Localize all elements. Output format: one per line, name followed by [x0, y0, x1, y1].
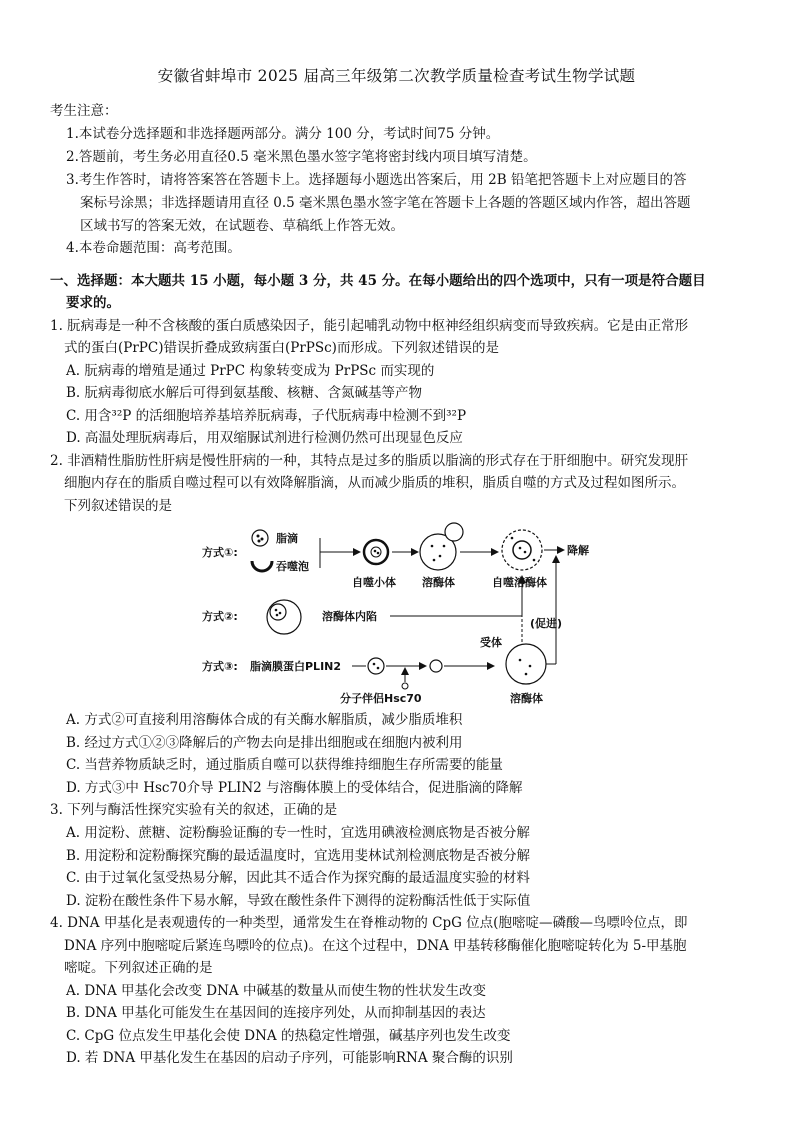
q4-option-c: C. CpG 位点发生甲基化会使 DNA 的热稳定性增强，碱基序列也发生改变	[66, 1028, 511, 1044]
q1-option-c: C. 用含³²P 的活细胞培养基培养朊病毒，子代朊病毒中检测不到³²P	[66, 408, 467, 424]
q4-stem-cont: DNA 序列中胞嘧啶后紧连鸟嘌呤的位点)。在这个过程中，DNA 甲基转移酶催化胞嘧啶转化为 5-甲基胞	[64, 938, 687, 954]
q1-option-d: D. 高温处理朊病毒后，用双缩脲试剂进行检测仍然可出现显色反应	[66, 430, 463, 446]
notice-item-3-cont2: 区域书写的答案无效，在试题卷、草稿纸上作答无效。	[80, 218, 404, 234]
q3-option-c: C. 由于过氧化氢受热易分解，因此其不适合作为探究酶的最适温度实验的材料	[66, 870, 530, 886]
q1-stem: 1. 朊病毒是一种不含核酸的蛋白质感染因子，能引起哺乳动物中枢神经组织病变而导致疾病。它是由正常形	[50, 318, 689, 334]
autophagosome-label: 自噬小体	[352, 576, 396, 589]
q2-option-a: A. 方式②可直接利用溶酶体合成的有关酶水解脂质，减少脂质堆积	[66, 712, 463, 728]
q3-stem: 3. 下列与酶活性探究实验有关的叙述，正确的是	[50, 802, 338, 818]
exam-title: 安徽省蚌埠市 2025 届高三年级第二次教学质量检查考试生物学试题	[157, 67, 636, 85]
phagophore-shape	[252, 561, 272, 571]
plin2-label: 脂滴膜蛋白PLIN2	[250, 660, 342, 673]
q2-stem-cont2: 下列叙述错误的是	[64, 498, 172, 514]
q3-option-a: A. 用淀粉、蔗糖、淀粉酶验证酶的专一性时，宜选用碘液检测底物是否被分解	[66, 825, 530, 841]
q4-stem: 4. DNA 甲基化是表观遗传的一种类型，通常发生在脊椎动物的 CpG 位点(胞嘧啶—磷酸—鸟嘌呤位点，即	[50, 915, 688, 931]
lysosome-shape-3	[506, 644, 546, 684]
lipid-drop-shape	[252, 530, 268, 546]
notice-item-1: 1.本试卷分选择题和非选择题两部分。满分 100 分，考试时间75 分钟。	[66, 126, 500, 142]
promote-label: (促进)	[530, 617, 563, 630]
q4-option-d: D. 若 DNA 甲基化发生在基因的启动子序列，可能影响RNA 聚合酶的识别	[66, 1050, 513, 1066]
notice-heading: 考生注意：	[50, 103, 118, 119]
notice-item-3-cont: 案标号涂黑；非选择题请用直径 0.5 毫米黑色墨水签字笔在答题卡上各题的答题区域内作答，超出答题	[80, 195, 691, 211]
q4-option-b: B. DNA 甲基化可能发生在基因间的连接序列处，从而抑制基因的表达	[66, 1005, 486, 1021]
section-heading-cont: 要求的。	[66, 295, 120, 311]
q3-option-d: D. 淀粉在酸性条件下易水解，导致在酸性条件下测得的淀粉酶活性低于实际值	[66, 893, 531, 909]
degrade-label: 降解	[567, 544, 589, 557]
way2-label: 方式②:	[202, 610, 238, 623]
invagination-label: 溶酶体内陷	[322, 610, 377, 623]
autolysosome-label: 自噬溶酶体	[492, 576, 547, 589]
way1-label: 方式①:	[202, 546, 238, 559]
lysosome-label-1: 溶酶体	[422, 576, 455, 589]
q2-stem-cont: 细胞内存在的脂质自噬过程可以有效降解脂滴，从而减少脂质的堆积，脂质自噬的方式及过程如图所示。	[64, 475, 685, 491]
lipophagy-diagram	[200, 516, 600, 706]
q4-option-a: A. DNA 甲基化会改变 DNA 中碱基的数量从而使生物的性状发生改变	[66, 983, 486, 999]
phagophore-label: 吞噬泡	[276, 560, 309, 573]
hsc70-label: 分子伴侣Hsc70	[340, 692, 422, 705]
lysosome-label-3: 溶酶体	[510, 692, 543, 705]
notice-item-4: 4.本卷命题范围：高考范围。	[66, 240, 241, 256]
section-heading: 一、选择题：本大题共 15 小题，每小题 3 分，共 45 分。在每小题给出的四个选项中，只有一项是符合题目	[50, 273, 706, 289]
receptor-label: 受体	[480, 636, 502, 649]
q1-option-a: A. 朊病毒的增殖是通过 PrPC 构象转变成为 PrPSc 而实现的	[66, 363, 435, 379]
way3-label: 方式③:	[202, 660, 238, 673]
q2-option-d: D. 方式③中 Hsc70介导 PLIN2 与溶酶体膜上的受体结合，促进脂滴的降解	[66, 780, 523, 796]
q2-stem: 2. 非酒精性脂肪性肝病是慢性肝病的一种，其特点是过多的脂质以脂滴的形式存在于肝细胞中。研究发现肝	[50, 453, 689, 469]
lipid-drop-label: 脂滴	[276, 532, 298, 545]
q4-stem-cont2: 嘧啶。下列叙述正确的是	[64, 960, 213, 976]
q2-option-c: C. 当营养物质缺乏时，通过脂质自噬可以获得维持细胞生存所需要的能量	[66, 757, 503, 773]
q3-option-b: B. 用淀粉和淀粉酶探究酶的最适温度时，宜选用斐林试剂检测底物是否被分解	[66, 848, 531, 864]
q1-option-b: B. 朊病毒彻底水解后可得到氨基酸、核糖、含氮碱基等产物	[66, 385, 423, 401]
q1-stem-cont: 式的蛋白(PrPC)错误折叠成致病蛋白(PrPSc)而形成。下列叙述错误的是	[64, 340, 499, 356]
notice-item-3: 3.考生作答时，请将答案答在答题卡上。选择题每小题选出答案后，用 2B 铅笔把答题卡上对应题目的答	[66, 172, 687, 188]
notice-item-2: 2.答题前，考生务必用直径0.5 毫米黑色墨水签字笔将密封线内项目填写清楚。	[66, 149, 537, 165]
q2-option-b: B. 经过方式①②③降解后的产物去向是排出细胞或在细胞内被利用	[66, 735, 463, 751]
